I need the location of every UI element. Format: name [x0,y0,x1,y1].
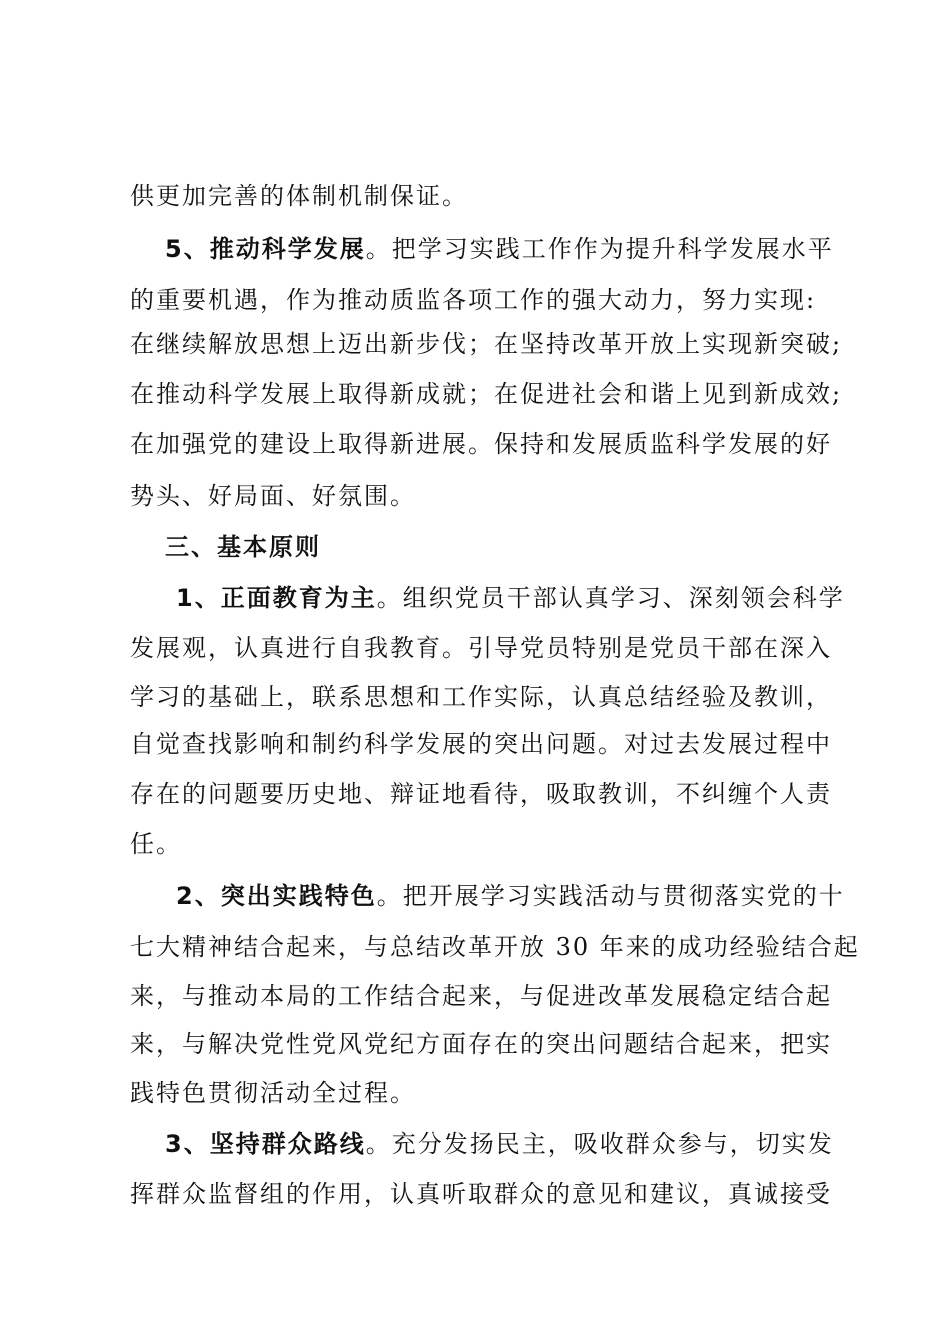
line-text: 供更加完善的体制机制保证。 [130,182,468,210]
text-line [130,1024,832,1064]
text-line [130,374,842,414]
line-text: 任。 [130,830,182,858]
line-text: 在继续解放思想上迈出新步伐；在坚持改革开放上实现新突破; [130,330,843,358]
text-line [130,280,816,320]
text-line [130,824,182,864]
text-line [176,578,845,618]
bold-lead: 2、突出实践特色 [176,882,377,910]
line-text: 。把学习实践工作作为提升科学发展水平 [365,235,834,263]
text-line [130,476,416,516]
line-text: 七大精神结合起来，与总结改革开放 30 年来的成功经验结合起 [130,933,860,961]
text-line [130,774,832,814]
text-line [130,976,832,1016]
text-line [165,1124,834,1164]
line-text: 来，与解决党性党风党纪方面存在的突出问题结合起来，把实 [130,1030,832,1058]
line-text: 的重要机遇，作为推动质监各项工作的强大动力，努力实现: [130,286,817,314]
text-line [130,424,832,464]
text-line [130,324,842,364]
bold-lead: 5、推动科学发展 [165,235,366,263]
bold-lead: 三、基本原则 [165,533,321,561]
line-text: 践特色贯彻活动全过程。 [130,1079,416,1107]
section-heading [165,527,321,567]
line-text: 在加强党的建设上取得新进展。保持和发展质监科学发展的好 [130,430,832,458]
text-line [130,927,860,967]
line-text: 发展观，认真进行自我教育。引导党员特别是党员干部在深入 [130,634,832,662]
text-line [130,628,832,668]
line-text: 自觉查找影响和制约科学发展的突出问题。对过去发展过程中 [130,730,832,758]
text-line [130,1174,832,1214]
text-line [130,1073,416,1113]
text-line [130,724,832,764]
bold-lead: 1、正面教育为主 [176,584,377,612]
text-line [130,176,468,216]
line-text: 。把开展学习实践活动与贯彻落实党的十 [376,882,845,910]
line-text: 存在的问题要历史地、辩证地看待，吸取教训，不纠缠个人责 [130,780,832,808]
line-text: 来，与推动本局的工作结合起来，与促进改革发展稳定结合起 [130,982,832,1010]
text-line [130,677,832,717]
line-text: 挥群众监督组的作用，认真听取群众的意见和建议，真诚接受 [130,1180,832,1208]
line-text: 在推动科学发展上取得新成就；在促进社会和谐上见到新成效; [130,380,843,408]
line-text: 。充分发扬民主，吸收群众参与，切实发 [365,1130,834,1158]
line-text: 。组织党员干部认真学习、深刻领会科学 [376,584,845,612]
bold-lead: 3、坚持群众路线 [165,1130,366,1158]
text-line [165,229,834,269]
line-text: 学习的基础上，联系思想和工作实际，认真总结经验及教训， [130,683,832,711]
line-text: 势头、好局面、好氛围。 [130,482,416,510]
text-line [176,876,845,916]
